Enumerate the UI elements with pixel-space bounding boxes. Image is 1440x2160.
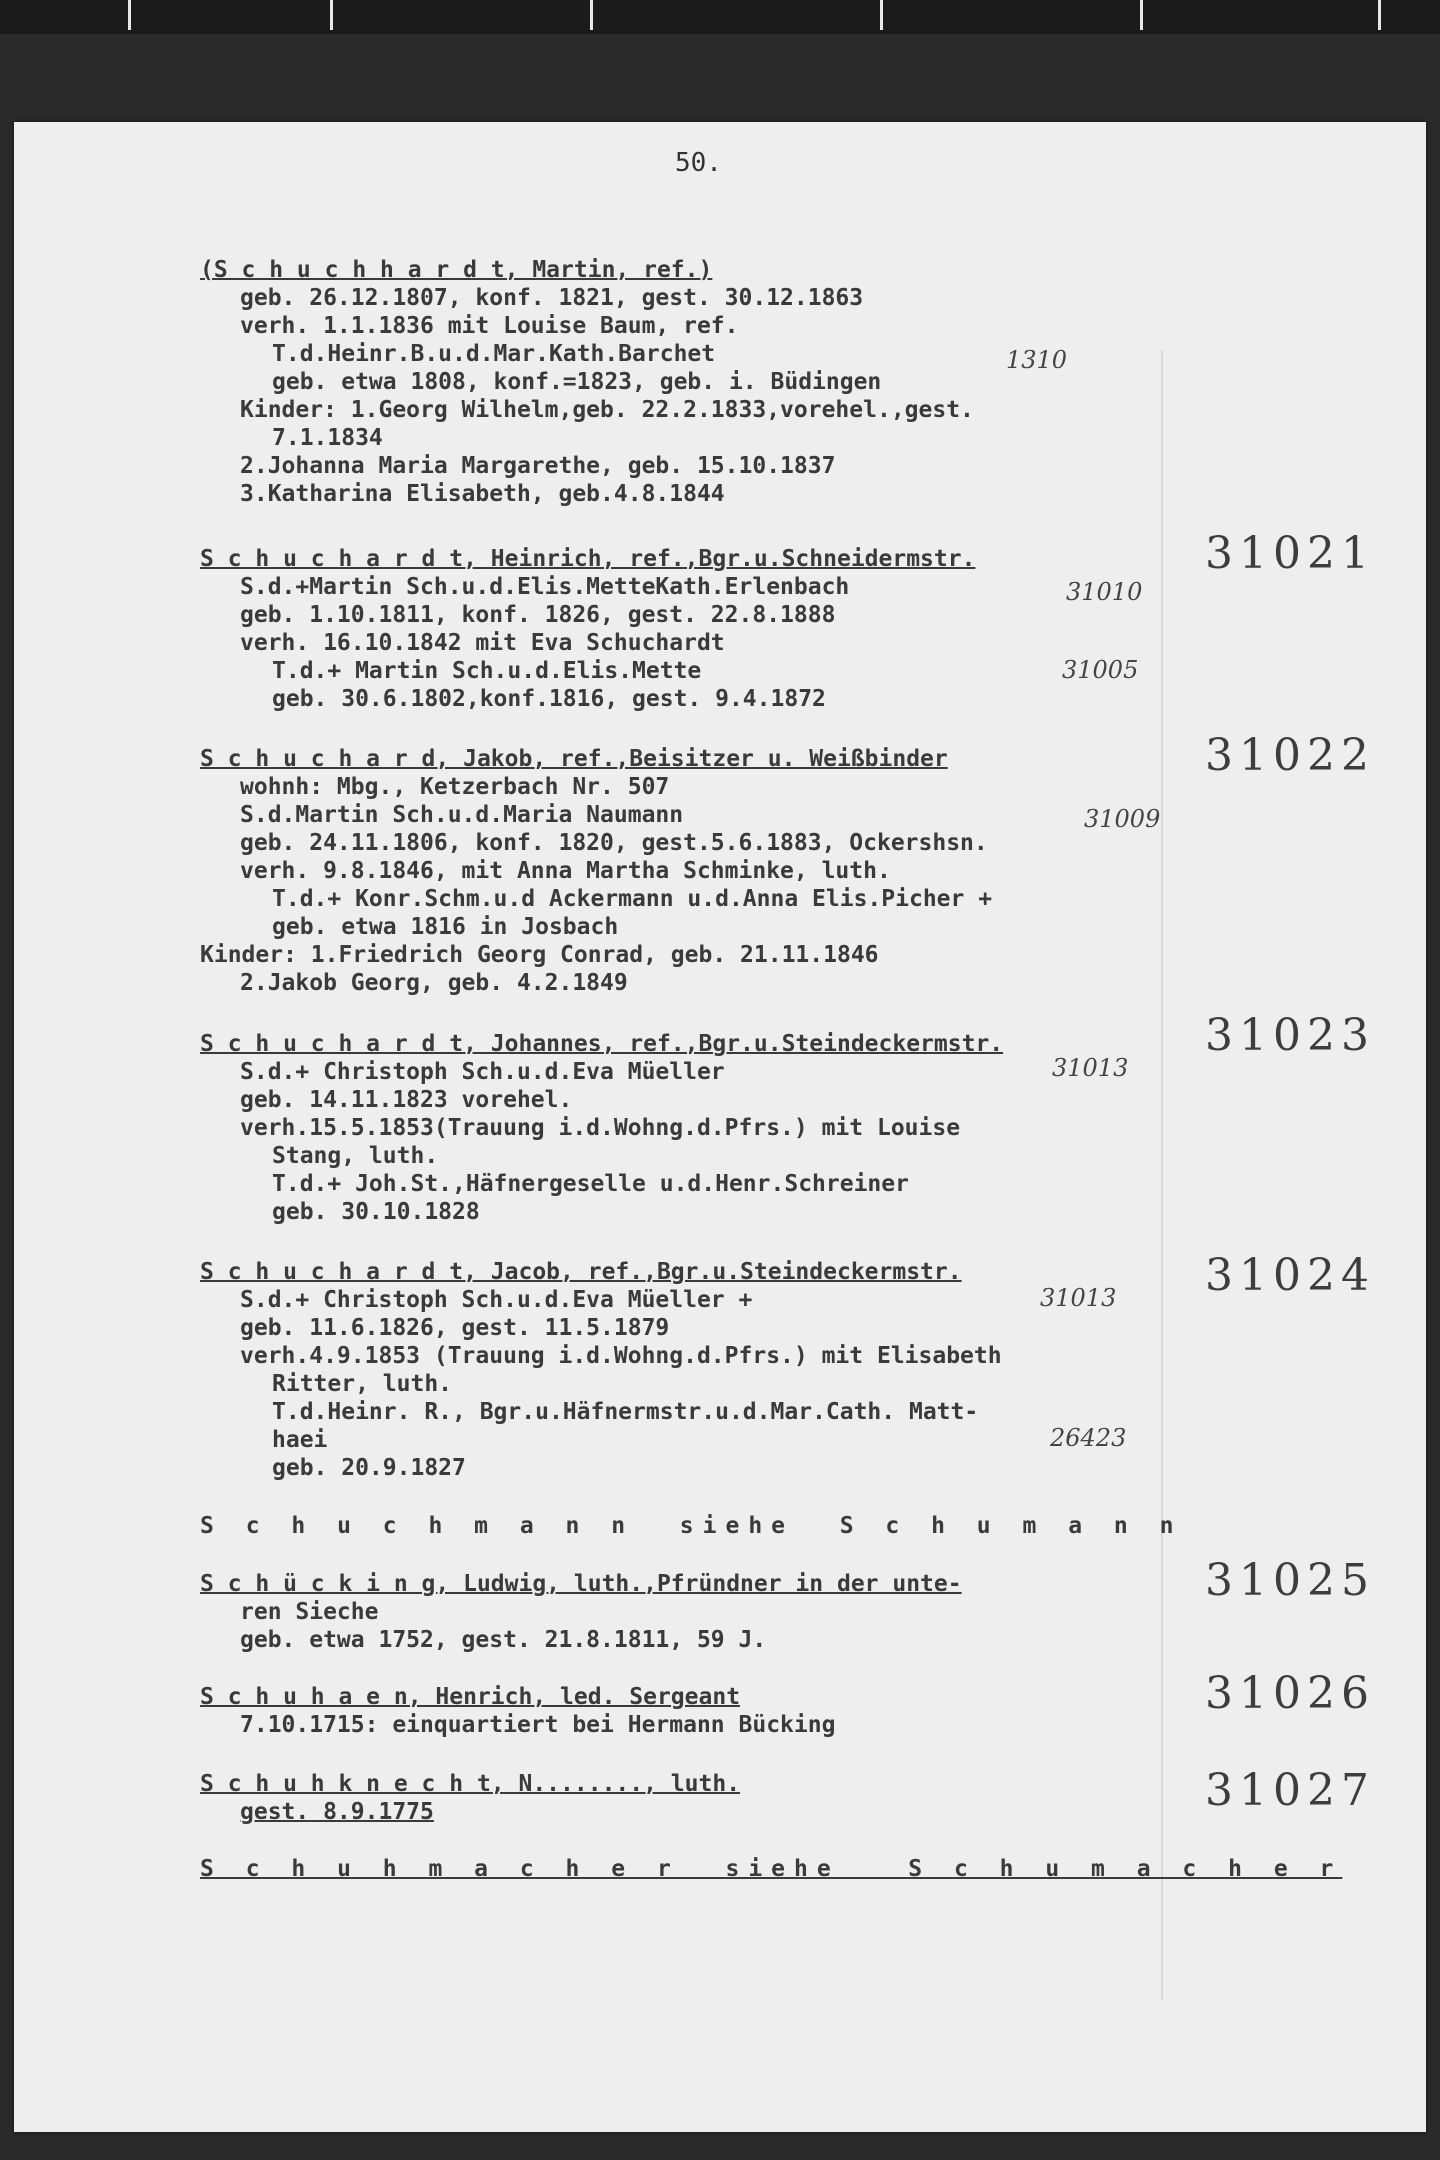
record-number: 31025 — [1205, 1555, 1375, 1606]
entry-line: geb. 14.11.1823 vorehel. — [240, 1087, 573, 1113]
entry-line: S.d.+ Christoph Sch.u.d.Eva Müeller — [240, 1059, 725, 1085]
entry-line: geb. 24.11.1806, konf. 1820, gest.5.6.1883, Ockershsn. — [240, 830, 988, 856]
entry-line: 2.Jakob Georg, geb. 4.2.1849 — [240, 970, 628, 996]
entry-schuecking-ludwig — [200, 1570, 1200, 1654]
entry-line: geb. 11.6.1826, gest. 11.5.1879 — [240, 1315, 670, 1341]
entry-line: 7.10.1715: einquartiert bei Hermann Bücking — [240, 1712, 836, 1738]
page-number: 50. — [675, 148, 722, 178]
entry-line: T.d.Heinr. R., Bgr.u.Häfnermstr.u.d.Mar.Cath. Matt- — [272, 1399, 979, 1425]
entry-line: gest. 8.9.1775 — [240, 1799, 434, 1825]
handwritten-reference: 26423 — [1050, 1424, 1127, 1452]
handwritten-reference: 31013 — [1052, 1054, 1129, 1082]
entry-line: T.d.Heinr.B.u.d.Mar.Kath.Barchet — [272, 341, 716, 367]
record-number: 31022 — [1205, 730, 1375, 781]
entry-schuchard-jakob — [200, 745, 1200, 997]
handwritten-reference: 31013 — [1040, 1284, 1117, 1312]
entry-line: T.d.+ Joh.St.,Häfnergeselle u.d.Henr.Schreiner — [272, 1171, 909, 1197]
entry-line: Ritter, luth. — [272, 1371, 453, 1397]
entry-line: geb. 1.10.1811, konf. 1826, gest. 22.8.1888 — [240, 602, 836, 628]
entry-line: 7.1.1834 — [272, 425, 383, 451]
handwritten-reference: 31009 — [1084, 805, 1161, 833]
entry-line: geb. etwa 1808, konf.=1823, geb. i. Büdingen — [272, 369, 882, 395]
entry-heading: S c h ü c k i n g, Ludwig, luth.,Pfründner in der unte- — [200, 1571, 962, 1597]
handwritten-reference: 31010 — [1066, 578, 1143, 606]
entry-line: verh. 16.10.1842 mit Eva Schuchardt — [240, 630, 725, 656]
entry-heading: S c h u h a e n, Henrich, led. Sergeant — [200, 1684, 741, 1710]
entry-line: wohnh: Mbg., Ketzerbach Nr. 507 — [240, 774, 670, 800]
record-number: 31023 — [1205, 1010, 1375, 1061]
record-number: 31024 — [1205, 1250, 1375, 1301]
record-number: 31021 — [1205, 528, 1375, 579]
entry-heading: S c h u h m a c h e r siehe S c h u m a c h e r — [200, 1856, 1343, 1882]
record-number: 31027 — [1205, 1765, 1375, 1816]
film-mark — [880, 0, 883, 30]
film-mark — [590, 0, 593, 30]
entry-line: verh. 9.8.1846, mit Anna Martha Schminke, luth. — [240, 858, 891, 884]
entry-line: geb. 30.10.1828 — [272, 1199, 480, 1225]
entry-schuchhardt-martin — [200, 256, 1200, 508]
entry-line: S.d.Martin Sch.u.d.Maria Naumann — [240, 802, 684, 828]
film-top-band — [0, 0, 1440, 34]
film-mark — [1378, 0, 1381, 30]
entry-line: geb. 20.9.1827 — [272, 1455, 466, 1481]
entry-schuhmacher — [200, 1855, 1343, 1883]
entry-line: verh.15.5.1853(Trauung i.d.Wohng.d.Pfrs.) mit Louise — [240, 1115, 961, 1141]
entry-line: T.d.+ Konr.Schm.u.d Ackermann u.d.Anna Elis.Picher + — [272, 886, 993, 912]
entry-line: geb. 30.6.1802,konf.1816, gest. 9.4.1872 — [272, 686, 826, 712]
handwritten-reference: 1310 — [1006, 346, 1068, 374]
entry-heading: S c h u c h a r d t, Johannes, ref.,Bgr.u.Steindeckermstr. — [200, 1031, 1004, 1057]
entry-line: verh.4.9.1853 (Trauung i.d.Wohng.d.Pfrs.) mit Elisabeth — [240, 1343, 1002, 1369]
entry-heading: S c h u c h a r d t, Heinrich, ref.,Bgr.u.Schneidermstr. — [200, 546, 976, 572]
film-mark — [330, 0, 333, 30]
entry-heading: S c h u h k n e c h t, N........, luth. — [200, 1771, 741, 1797]
entry-line: S.d.+ Christoph Sch.u.d.Eva Müeller + — [240, 1287, 753, 1313]
film-mark — [128, 0, 131, 30]
entry-line: haei — [272, 1427, 328, 1453]
entry-line: S.d.+Martin Sch.u.d.Elis.MetteKath.Erlenbach — [240, 574, 850, 600]
entry-schuchardt-johannes — [200, 1030, 1200, 1226]
record-number: 31026 — [1205, 1668, 1375, 1719]
entry-heading: S c h u c h m a n n siehe S c h u m a n n — [200, 1513, 1183, 1539]
entry-schuchmann — [200, 1512, 1200, 1540]
entry-schuhaen-henrich — [200, 1683, 1200, 1739]
entry-line: ren Sieche — [240, 1599, 379, 1625]
film-mark — [1140, 0, 1143, 30]
entry-heading: S c h u c h a r d t, Jacob, ref.,Bgr.u.Steindeckermstr. — [200, 1259, 962, 1285]
entry-line: Stang, luth. — [272, 1143, 439, 1169]
entry-line: Kinder: 1.Friedrich Georg Conrad, geb. 21.11.1846 — [200, 942, 879, 968]
entry-heading: S c h u c h a r d, Jakob, ref.,Beisitzer u. Weißbinder — [200, 746, 948, 772]
entry-schuhknecht — [200, 1770, 1200, 1826]
entry-line: geb. etwa 1816 in Josbach — [272, 914, 619, 940]
entry-line: verh. 1.1.1836 mit Louise Baum, ref. — [240, 313, 739, 339]
entry-heading: (S c h u c h h a r d t, Martin, ref.) — [200, 257, 713, 283]
entry-line: T.d.+ Martin Sch.u.d.Elis.Mette — [272, 658, 702, 684]
entry-line: Kinder: 1.Georg Wilhelm,geb. 22.2.1833,vorehel.,gest. — [240, 397, 974, 423]
handwritten-reference: 31005 — [1062, 656, 1139, 684]
entry-line: geb. etwa 1752, gest. 21.8.1811, 59 J. — [240, 1627, 767, 1653]
entry-line: geb. 26.12.1807, konf. 1821, gest. 30.12.1863 — [240, 285, 864, 311]
entry-schuchardt-heinrich — [200, 545, 1200, 713]
entry-line: 3.Katharina Elisabeth, geb.4.8.1844 — [240, 481, 725, 507]
entry-line: 2.Johanna Maria Margarethe, geb. 15.10.1837 — [240, 453, 836, 479]
